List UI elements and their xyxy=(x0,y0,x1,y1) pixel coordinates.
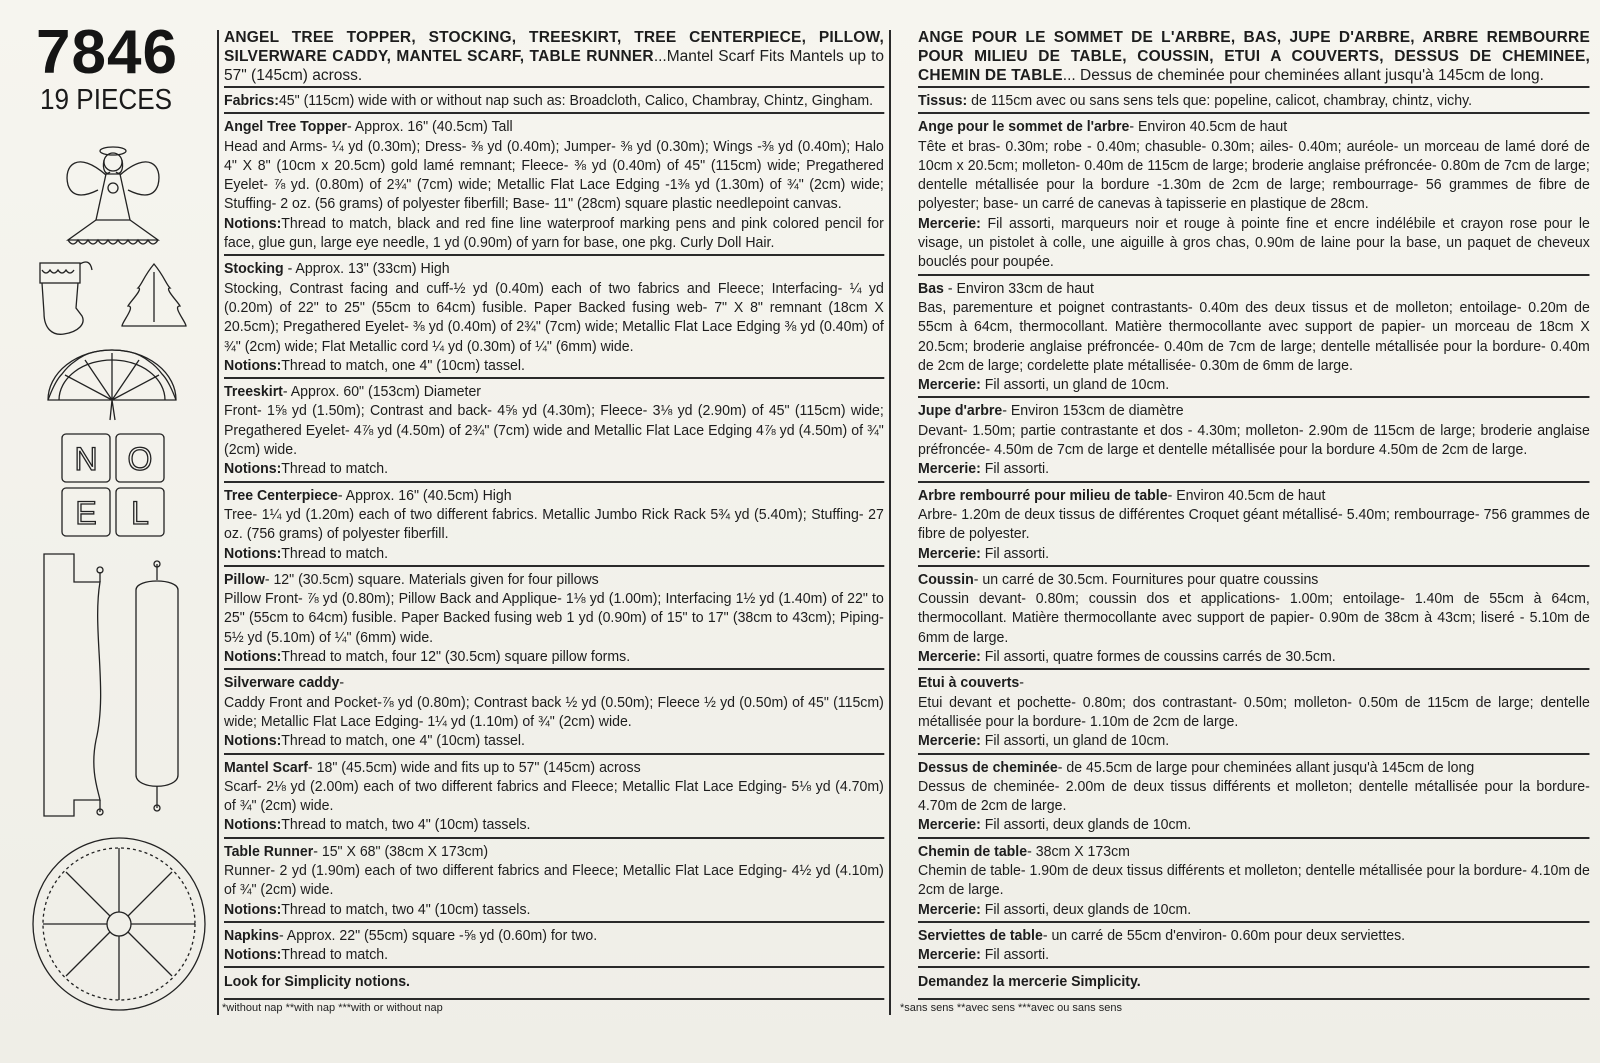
notions-label: Notions: xyxy=(224,648,282,666)
section-notions xyxy=(224,647,884,666)
section-heading-detail: - un carré de 30.5cm. Fournitures pour quatre coussins xyxy=(973,570,1319,588)
section-notions xyxy=(918,647,1590,666)
section-heading: Chemin de table xyxy=(918,842,1028,860)
fr-section xyxy=(918,481,1590,565)
section-notions xyxy=(224,945,884,964)
notions-label: Notions: xyxy=(224,732,282,750)
sidebar xyxy=(0,0,218,1063)
notions-label: Notions: xyxy=(224,900,282,918)
section-title xyxy=(224,570,884,589)
section-heading: Arbre rembourré pour milieu de table xyxy=(918,486,1168,504)
en-look-for-text: Look for Simplicity notions. xyxy=(224,973,410,991)
en-section xyxy=(224,668,884,752)
notions-text: Fil assorti, deux glands de 10cm. xyxy=(980,816,1192,834)
section-title xyxy=(918,926,1590,945)
fr-look-for-text: Demandez la mercerie Simplicity. xyxy=(918,973,1141,991)
notions-text: Fil assorti. xyxy=(980,946,1050,964)
section-heading: Pillow xyxy=(224,570,265,588)
section-heading: Tree Centerpiece xyxy=(224,486,338,504)
section-notions xyxy=(918,375,1590,394)
section-notions xyxy=(918,731,1590,750)
silverware-caddy-illustration xyxy=(45,345,180,425)
section-materials: Stocking, Contrast facing and cuff-½ yd (0.40m) each of two fabrics and Fleece; Interfacing- ¼ yd (0.20m) of 22" to 25" (55cm to 64cm) fusible. Paper Backed fusing web- 7" X 8" remnant (18cm X 20.5cm); Pregathered Eyelet- ⅜ yd (0.40m) of 2¾" (7cm) wide; Metallic Flat Lace Edging ⅜ yd (0.40m) of ¾" (2cm) wide; Flat Metallic cord ¼ yd (0.30m) of ¼" (6mm) wide. xyxy=(224,279,884,355)
section-heading-detail: - de 45.5cm de large pour cheminées allant jusqu'à 145cm de long xyxy=(1057,758,1475,776)
section-notions xyxy=(224,815,884,834)
notions-label: Notions: xyxy=(224,214,282,232)
en-section xyxy=(224,565,884,668)
en-section xyxy=(224,837,884,921)
section-heading: Stocking xyxy=(224,260,284,278)
fr-section xyxy=(918,837,1590,921)
left-divider xyxy=(217,30,219,1015)
en-fabrics xyxy=(224,86,884,112)
notions-text: Fil assorti, quatre formes de coussins carrés de 30.5cm. xyxy=(980,648,1336,666)
center-divider xyxy=(889,30,891,1015)
section-materials: Tree- 1¼ yd (1.20m) each of two different fabrics. Metallic Jumbo Rick Rack 5¾ yd (5.40m); Stuffing- 27 oz. (756 grams) of polyester fiberfill. xyxy=(224,505,884,543)
section-notions xyxy=(918,900,1590,919)
section-title xyxy=(918,401,1590,420)
en-header-rest: ...Mantel Scarf Fits Mantels up to 57" (145cm) across. xyxy=(224,48,884,84)
section-heading-detail: - Approx. 60" (153cm) Diameter xyxy=(282,383,482,401)
section-heading-detail: - un carré de 55cm d'environ- 0.60m pour deux serviettes. xyxy=(1042,926,1406,944)
angel-illustration xyxy=(58,140,168,252)
section-materials: Caddy Front and Pocket-⅞ yd (0.80m); Contrast back ½ yd (0.50m); Fleece ½ yd (0.50m) of 45" (115cm) wide; Metallic Flat Lace Edging- 1¼ yd (1.10m) of ¾" (2cm) wide. xyxy=(224,693,884,730)
section-heading: Angel Tree Topper xyxy=(224,118,347,136)
section-title xyxy=(224,259,884,278)
section-heading: Mantel Scarf xyxy=(224,758,308,776)
section-notions xyxy=(918,459,1590,478)
section-title xyxy=(918,279,1590,298)
notions-text: Fil assorti, un gland de 10cm. xyxy=(980,732,1170,750)
section-notions xyxy=(224,214,884,253)
section-heading-detail: - Environ 33cm de haut xyxy=(943,279,1094,297)
notions-label: Mercerie: xyxy=(918,648,981,666)
en-footnote-rule xyxy=(224,998,884,1000)
en-footnote: *without nap **with nap ***with or without nap xyxy=(222,1002,443,1014)
section-heading-detail: - Approx. 16" (40.5cm) High xyxy=(337,486,512,504)
fr-footnote: *sans sens **avec sens ***avec ou sans sens xyxy=(900,1002,1122,1014)
notions-label: Notions: xyxy=(224,816,282,834)
section-heading: Silverware caddy xyxy=(224,674,340,692)
en-section xyxy=(224,921,884,967)
svg-text:N: N xyxy=(74,441,98,477)
section-title xyxy=(224,842,884,861)
section-title xyxy=(224,382,884,401)
section-materials: Chemin de table- 1.90m de deux tissus différents et molleton; dentelle métallisée pour la bordure- 4.10m de 2cm de large. xyxy=(918,861,1590,899)
section-heading-detail: - Approx. 16" (40.5cm) Tall xyxy=(346,118,513,136)
en-look-for xyxy=(224,966,884,997)
section-heading: Jupe d'arbre xyxy=(918,402,1003,420)
section-materials: Front- 1⅝ yd (1.50m); Contrast and back- 4⅝ yd (4.30m); Fleece- 3⅛ yd (2.90m) of 45" (115cm) wide; Pregathered Eyelet- 4⅞ yd (4.50m) of 2¾" (7cm) wide and Metallic Flat Lace Edging 4⅞ yd (4.50m) of ¾" (2cm) wide. xyxy=(224,402,884,459)
svg-text:O: O xyxy=(127,441,153,477)
fr-section xyxy=(918,565,1590,668)
notions-label: Mercerie: xyxy=(918,214,981,232)
notions-label: Mercerie: xyxy=(918,946,981,964)
fr-section xyxy=(918,753,1590,837)
section-materials: Pillow Front- ⅞ yd (0.80m); Pillow Back and Applique- 1⅛ yd (1.00m); Interfacing 1½ yd (1.40m) of 22" to 25" (55cm to 64cm) fusible. Paper Backed fusing web 1 yd (0.90m) of 15" to 17" (38cm to 43cm); Piping- 5½ yd (5.10m) of ¼" (6mm) wide. xyxy=(224,590,884,646)
section-heading: Dessus de cheminée xyxy=(918,758,1058,776)
french-column xyxy=(918,28,1590,1000)
fr-look-for xyxy=(918,966,1590,997)
notions-label: Mercerie: xyxy=(918,900,981,918)
section-title xyxy=(224,926,884,945)
section-notions xyxy=(918,945,1590,964)
section-materials: Bas, parementure et poignet contrastants- 0.40m des deux tissus et de molleton; entoilage- 0.20m de 55cm à 64cm, thermocollant. Matière thermocollante avec support de papier- un morceau de 18cm X 20.5cm; broderie anglaise préfroncée- 0.40m de 7cm de large; dentelle métallisée pour la bordure- 0.40m de 2cm de large; cordelette plate métallisée- 0.30m de 6mm de large. xyxy=(918,298,1590,374)
notions-text: Fil assorti. xyxy=(980,460,1050,478)
section-heading: Table Runner xyxy=(224,842,314,860)
notions-text: Thread to match, four 12" (30.5cm) square pillow forms. xyxy=(281,648,631,666)
notions-label: Mercerie: xyxy=(918,732,981,750)
section-title xyxy=(224,758,884,777)
section-title xyxy=(224,673,884,692)
notions-label: Mercerie: xyxy=(918,460,981,478)
notions-text: Fil assorti, marqueurs noir et rouge à pointe fine et encre indélébile et crayon rose pour le visage, un pistolet à colle, une aiguille à gros chas, 0.90m de laine pour la base, un paquet de cheveux bouclés pour poupée. xyxy=(918,214,1590,271)
svg-text:L: L xyxy=(131,495,149,531)
section-heading-detail: - Environ 153cm de diamètre xyxy=(1002,402,1184,420)
notions-text: Fil assorti. xyxy=(980,544,1050,562)
section-notions xyxy=(224,459,884,478)
fr-section xyxy=(918,396,1590,480)
section-heading: Coussin xyxy=(918,570,974,588)
section-notions xyxy=(918,815,1590,834)
notions-label: Mercerie: xyxy=(918,376,981,394)
en-section xyxy=(224,481,884,565)
fr-header-rest: ... Dessus de cheminée pour cheminées allant jusqu'à 145cm de long. xyxy=(1062,67,1544,84)
section-heading-detail: - 12" (30.5cm) square. Materials given for four pillows xyxy=(264,570,599,588)
pattern-number: 7846 xyxy=(36,18,178,87)
section-heading-detail: - Environ 40.5cm de haut xyxy=(1129,118,1288,136)
fr-footnote-rule xyxy=(918,998,1590,1000)
section-title xyxy=(918,570,1590,589)
notions-text: Fil assorti, un gland de 10cm. xyxy=(980,376,1170,394)
en-fabrics-label: Fabrics: xyxy=(224,92,279,109)
tree-illustration xyxy=(118,262,190,334)
section-heading: Ange pour le sommet de l'arbre xyxy=(918,118,1130,136)
fr-fabrics-text: de 115cm avec ou sans sens tels que: popeline, calicot, chambray, chintz, vichy. xyxy=(967,92,1473,109)
section-heading: Napkins xyxy=(224,926,279,944)
section-notions xyxy=(918,214,1590,272)
notions-label: Notions: xyxy=(224,946,282,964)
fr-section xyxy=(918,112,1590,273)
section-materials: Arbre- 1.20m de deux tissus de différentes Croquet géant métallisé- 5.40m; rembourrage- 756 grammes de fibre de polyester. xyxy=(918,505,1590,543)
notions-text: Thread to match, one 4" (10cm) tassel. xyxy=(281,732,525,750)
en-section xyxy=(224,254,884,377)
section-materials: Etui devant et pochette- 0.80m; dos contrastant- 0.50m; molleton- 0.50m de 115cm de large; dentelle métallisée pour la bordure- 1.10m de 2cm de large. xyxy=(918,693,1590,730)
section-heading: Bas xyxy=(918,279,944,297)
section-materials: Dessus de cheminée- 2.00m de deux tissus différents et molleton; dentelle métallisée pour la bordure- 4.70m de 2cm de large. xyxy=(918,777,1590,815)
fr-header-title: ANGE POUR LE SOMMET DE L'ARBRE, BAS, JUPE D'ARBRE, ARBRE REMBOURRE POUR MILIEU DE TABLE, COUSSIN, ETUI A COUVERTS, DESSUS DE CHEMINEE, CHEMIN DE TABLE xyxy=(918,29,1590,84)
notions-text: Thread to match, black and red fine line waterproof marking pens and pink colored pencil for face, glue gun, large eye needle, 1 yd (0.90m) of yarn for base, one pkg. Curly Doll Hair. xyxy=(224,214,884,252)
treeskirt-illustration xyxy=(30,820,208,1028)
notions-label: Notions: xyxy=(224,356,282,374)
section-heading: Serviettes de table xyxy=(918,926,1043,944)
fr-section xyxy=(918,274,1590,397)
section-notions xyxy=(224,544,884,563)
section-heading: Etui à couverts xyxy=(918,674,1020,692)
fr-fabrics-label: Tissus: xyxy=(918,92,968,109)
section-title xyxy=(224,486,884,505)
en-section xyxy=(224,112,884,254)
en-section xyxy=(224,377,884,480)
fr-fabrics xyxy=(918,86,1590,112)
section-materials: Tête et bras- 0.30m; robe - 0.40m; chasuble- 0.30m; ailes- 0.40m; auréole- un morceau de lamé doré de 10cm x 20.5cm; molleton- 0.40m de 115cm de large; broderie anglaise préfroncée- 0.80m de 7cm de large; dentelle métallisée pour la bordure -1.30m de 2cm de large; rembourrage- 56 grammes de fibre de polyester; base- un carré de canevas à tapisserie en plastique de 28cm. xyxy=(918,137,1590,213)
section-title xyxy=(918,673,1590,692)
section-heading-detail: - xyxy=(1019,674,1024,692)
section-heading-detail: - Environ 40.5cm de haut xyxy=(1167,486,1326,504)
section-heading-detail: - 18" (45.5cm) wide and fits up to 57" (145cm) across xyxy=(307,758,641,776)
notions-label: Mercerie: xyxy=(918,544,981,562)
en-header-title: ANGEL TREE TOPPER, STOCKING, TREESKIRT, TREE CENTERPIECE, PILLOW, SILVERWARE CADDY, MANTEL SCARF, TABLE RUNNER xyxy=(224,29,884,65)
section-title xyxy=(918,117,1590,136)
fr-section xyxy=(918,668,1590,752)
section-materials: Devant- 1.50m; partie contrastante et dos - 4.30m; molleton- 2.90m de 115cm de large; broderie anglaise préfroncée- 4.50m de 7cm de large et dentelle métallisée pour la bordure 4.50m de 2cm de large. xyxy=(918,421,1590,459)
section-materials: Head and Arms- ¼ yd (0.30m); Dress- ⅜ yd (0.40m); Jumper- ⅜ yd (0.30m); Wings -⅜ yd (0.40m); Halo 4" X 8" (10cm x 20.5cm) gold lamé remnant; Fleece- ⅜ yd (0.40m) of 45" (115cm) wide; Pregathered Eyelet- ⅞ yd. (0.80m) of 2¾" (7cm) wide; Metallic Flat Lace Edging -1⅜ yd (1.30m) of ¾" (2cm) wide; Stuffing- 2 oz. (56 grams) of polyester fiberfill; Base- 11" (28cm) square plastic needlepoint canvas. xyxy=(224,137,884,213)
table-runner-illustration xyxy=(128,560,186,815)
section-heading-detail: - Approx. 22" (55cm) square -⅝ yd (0.60m) for two. xyxy=(278,926,598,944)
notions-text: Thread to match. xyxy=(281,946,389,964)
section-title xyxy=(918,486,1590,505)
piece-count: 19 PIECES xyxy=(40,84,173,116)
fr-header xyxy=(918,28,1590,86)
section-heading-detail: - xyxy=(339,674,345,692)
section-materials: Scarf- 2⅛ yd (2.00m) each of two different fabrics and Fleece; Metallic Flat Lace Edging- 5⅛ yd (4.70m) of ¾" (2cm) wide. xyxy=(224,777,884,815)
section-heading-detail: - Approx. 13" (33cm) High xyxy=(283,260,450,278)
section-materials: Runner- 2 yd (1.90m) each of two different fabrics and Fleece; Metallic Flat Lace Edging- 4½ yd (4.10m) of ¾" (2cm) wide. xyxy=(224,861,884,899)
svg-text:E: E xyxy=(75,495,97,531)
section-notions xyxy=(224,356,884,375)
section-title xyxy=(224,117,884,136)
section-notions xyxy=(918,544,1590,563)
section-heading: Treeskirt xyxy=(224,383,283,401)
en-header xyxy=(224,28,884,86)
notions-text: Thread to match, two 4" (10cm) tassels. xyxy=(281,816,531,834)
notions-text: Thread to match, one 4" (10cm) tassel. xyxy=(281,356,525,374)
en-fabrics-text: 45" (115cm) wide with or without nap such as: Broadcloth, Calico, Chambray, Chintz, Gingham. xyxy=(278,92,874,109)
notions-text: Thread to match. xyxy=(281,460,389,478)
section-materials: Coussin devant- 0.80m; coussin dos et applications- 1.00m; entoilage- 1.40m de 55cm à 64cm, thermocollant. Matière thermocollante avec support de papier- 0.90m de 38cm à 43cm; liseré - 5.10m de 6mm de large. xyxy=(918,590,1590,646)
en-section xyxy=(224,753,884,837)
notions-text: Fil assorti, deux glands de 10cm. xyxy=(980,900,1192,918)
mantel-scarf-illustration xyxy=(38,550,118,820)
section-heading-detail: - 15" X 68" (38cm X 173cm) xyxy=(313,842,489,860)
notions-text: Thread to match. xyxy=(281,544,389,562)
section-heading-detail: - 38cm X 173cm xyxy=(1027,842,1130,860)
notions-label: Notions: xyxy=(224,460,282,478)
stocking-illustration xyxy=(30,258,100,338)
section-title xyxy=(918,758,1590,777)
fr-section xyxy=(918,921,1590,967)
notions-label: Mercerie: xyxy=(918,816,981,834)
notions-label: Notions: xyxy=(224,544,282,562)
section-notions xyxy=(224,731,884,750)
noel-pillows-illustration xyxy=(58,430,168,542)
notions-text: Thread to match, two 4" (10cm) tassels. xyxy=(281,900,531,918)
section-notions xyxy=(224,900,884,919)
section-title xyxy=(918,842,1590,861)
english-column xyxy=(224,28,884,1000)
